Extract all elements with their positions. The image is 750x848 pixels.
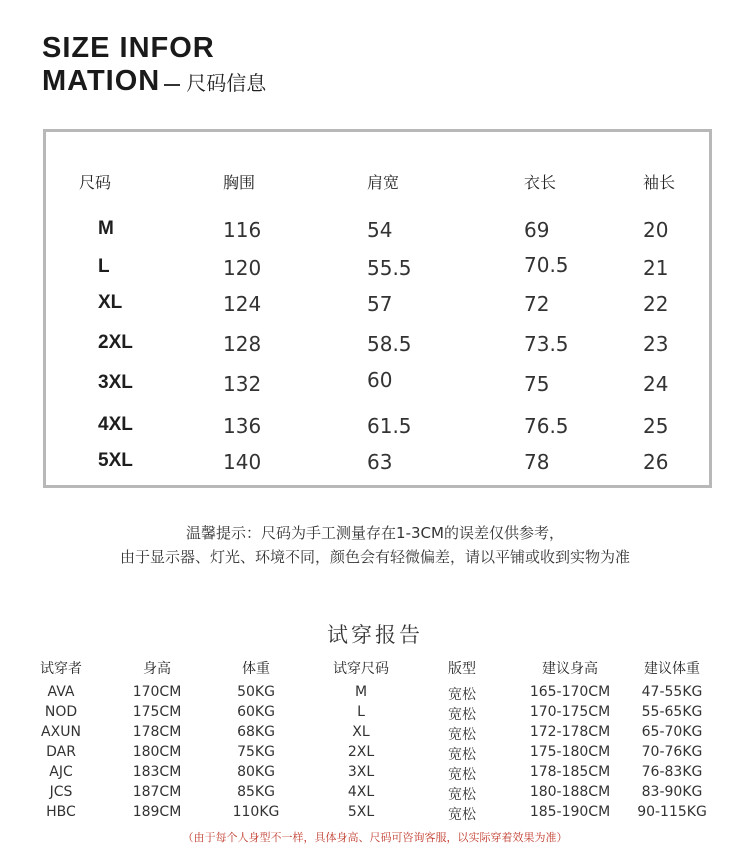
size-cell-sleeve: 23: [643, 332, 669, 356]
size-header-size: 尺码: [79, 173, 112, 192]
fit-cell-fit: 宽松: [448, 767, 476, 783]
fit-cell-weight: 85KG: [237, 784, 275, 800]
size-table: [43, 129, 712, 488]
size-cell-size: M: [98, 218, 114, 239]
size-header-sleeve: 袖长: [643, 173, 676, 192]
fit-cell-tester: NOD: [44, 704, 78, 720]
fit-cell-size: M: [354, 684, 368, 700]
fit-report-title: 试穿报告: [327, 623, 423, 647]
size-cell-sleeve: 26: [643, 450, 669, 474]
size-header-shoulder: 肩宽: [367, 173, 400, 192]
fit-cell-tester: HBC: [46, 804, 76, 820]
size-cell-chest: 120: [223, 256, 262, 280]
fit-cell-rec-height: 180-188CM: [529, 784, 611, 800]
size-cell-sleeve: 25: [643, 414, 669, 438]
size-cell-chest: 124: [223, 292, 262, 316]
size-cell-sleeve: 20: [643, 218, 669, 242]
fit-cell-fit: 宽松: [448, 787, 476, 803]
size-cell-shoulder: 55.5: [367, 256, 412, 280]
size-cell-length: 78: [524, 450, 550, 474]
title-dash: [164, 84, 180, 86]
fit-cell-weight: 110KG: [232, 804, 280, 820]
size-cell-shoulder: 54: [367, 218, 393, 242]
note-line-2: 由于显示器、灯光、环境不同，颜色会有轻微偏差，请以平铺或收到实物为准: [119, 548, 630, 566]
size-cell-sleeve: 24: [643, 372, 669, 396]
fit-cell-rec-height: 178-185CM: [529, 764, 611, 780]
size-cell-sleeve: 21: [643, 256, 669, 280]
size-cell-chest: 140: [223, 450, 262, 474]
fit-cell-tester: AVA: [47, 684, 75, 700]
fit-cell-height: 175CM: [132, 704, 182, 720]
size-cell-length: 75: [524, 372, 550, 396]
fit-cell-tester: JCS: [49, 784, 73, 800]
size-cell-size: 3XL: [98, 372, 133, 393]
size-cell-length: 69: [524, 218, 550, 242]
fit-cell-weight: 50KG: [237, 684, 275, 700]
size-cell-shoulder: 63: [367, 450, 393, 474]
fit-cell-tester: AJC: [49, 764, 73, 780]
fit-cell-fit: 宽松: [448, 727, 476, 743]
size-cell-sleeve: 22: [643, 292, 669, 316]
title-subtitle: [164, 71, 266, 95]
size-cell-length: 76.5: [524, 414, 569, 438]
size-cell-size: 2XL: [98, 332, 133, 353]
fit-header-rec-weight: 建议体重: [644, 661, 700, 677]
fit-cell-weight: 75KG: [237, 744, 275, 760]
fit-cell-rec-height: 165-170CM: [529, 684, 611, 700]
size-cell-size: XL: [98, 292, 123, 313]
title-line-2: [42, 67, 266, 96]
fit-header-height: 身高: [143, 661, 171, 677]
fit-cell-height: 189CM: [132, 804, 182, 820]
fit-cell-rec-weight: 76-83KG: [641, 764, 703, 780]
size-cell-size: 5XL: [98, 450, 133, 471]
fit-cell-height: 170CM: [132, 684, 182, 700]
fit-cell-tester: AXUN: [41, 724, 81, 740]
fit-cell-rec-height: 185-190CM: [529, 804, 611, 820]
size-cell-length: 72: [524, 292, 550, 316]
fit-cell-tester: DAR: [46, 744, 76, 760]
fit-header-rec-height: 建议身高: [542, 661, 598, 677]
note-line-1: 温馨提示：尺码为手工测量存在1-3CM的误差仅供参考，: [186, 524, 564, 542]
fit-cell-fit: 宽松: [448, 807, 476, 823]
fit-header-fit: 版型: [448, 661, 476, 677]
fit-cell-size: 2XL: [347, 744, 375, 760]
fit-header-size: 试穿尺码: [333, 661, 389, 677]
size-cell-shoulder: 61.5: [367, 414, 412, 438]
fit-cell-height: 180CM: [132, 744, 182, 760]
fit-cell-size: 3XL: [347, 764, 375, 780]
size-cell-shoulder: 58.5: [367, 332, 412, 356]
fit-report-footnote: （由于每个人身型不一样，具体身高、尺码可咨询客服，以实际穿着效果为准）: [182, 831, 568, 844]
size-header-chest: 胸围: [223, 173, 256, 192]
fit-cell-height: 178CM: [132, 724, 182, 740]
fit-cell-rec-weight: 90-115KG: [637, 804, 707, 820]
fit-cell-size: L: [357, 704, 365, 720]
title-line-2-text: MATION: [42, 65, 161, 97]
fit-cell-size: 4XL: [347, 784, 375, 800]
fit-cell-rec-height: 175-180CM: [529, 744, 611, 760]
fit-cell-size: XL: [352, 724, 370, 740]
fit-cell-height: 187CM: [132, 784, 182, 800]
size-cell-chest: 116: [223, 218, 262, 242]
fit-cell-weight: 68KG: [237, 724, 275, 740]
fit-cell-height: 183CM: [132, 764, 182, 780]
title-line-1: SIZE INFOR: [42, 32, 215, 64]
fit-cell-rec-height: 172-178CM: [529, 724, 611, 740]
size-cell-size: L: [98, 256, 110, 277]
fit-cell-fit: 宽松: [448, 707, 476, 723]
fit-cell-rec-weight: 83-90KG: [641, 784, 703, 800]
size-cell-length: 73.5: [524, 332, 569, 356]
fit-cell-rec-weight: 47-55KG: [641, 684, 703, 700]
fit-cell-fit: 宽松: [448, 747, 476, 763]
fit-cell-rec-weight: 55-65KG: [641, 704, 703, 720]
size-cell-chest: 128: [223, 332, 262, 356]
size-cell-length: 70.5: [524, 253, 569, 277]
fit-header-weight: 体重: [242, 661, 270, 677]
fit-cell-size: 5XL: [347, 804, 375, 820]
fit-cell-rec-weight: 70-76KG: [641, 744, 703, 760]
fit-header-tester: 试穿者: [40, 661, 82, 677]
size-cell-size: 4XL: [98, 414, 133, 435]
fit-cell-fit: 宽松: [448, 687, 476, 703]
size-cell-chest: 136: [223, 414, 262, 438]
size-cell-shoulder: 57: [367, 292, 393, 316]
fit-cell-weight: 60KG: [237, 704, 275, 720]
size-cell-shoulder: 60: [367, 368, 393, 392]
size-cell-chest: 132: [223, 372, 262, 396]
size-header-length: 衣长: [524, 173, 557, 192]
fit-cell-rec-height: 170-175CM: [529, 704, 611, 720]
fit-cell-rec-weight: 65-70KG: [641, 724, 703, 740]
title-subtitle-text: 尺码信息: [186, 71, 267, 95]
fit-cell-weight: 80KG: [237, 764, 275, 780]
